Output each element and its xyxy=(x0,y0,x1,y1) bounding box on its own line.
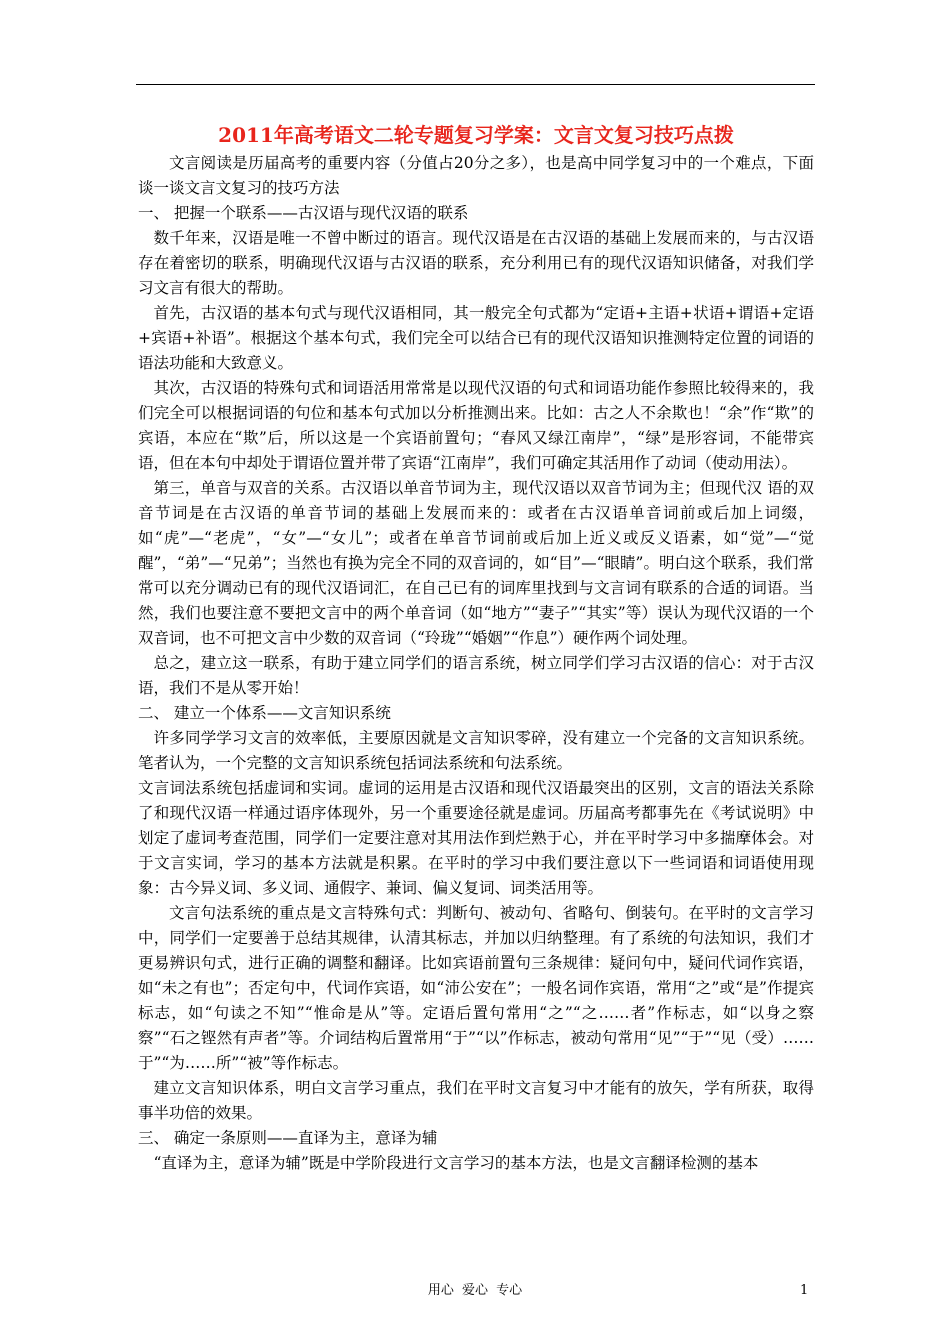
section-1-paragraph-2: 首先，古汉语的基本句式与现代汉语相同，其一般完全句式都为“定语+主语+状语+谓语+定语+宾语+补语”。根据这个基本句式，我们完全可以结合已有的现代汉语知识推测特定位置的词语的语法功能和大致意义。 xyxy=(138,304,814,372)
intro-paragraph: 文言阅读是历届高考的重要内容（分值占20分之多），也是高中同学复习中的一个难点，下面谈一谈文言文复习的技巧方法 xyxy=(138,154,814,197)
section-2-paragraph-2: 文言词法系统包括虚词和实词。虚词的运用是古汉语和现代汉语最突出的区别，文言的语法关系除了和现代汉语一样通过语序体现外，另一个重要途径就是虚词。历届高考都事先在《考试说明》中划定了虚词考查范围，同学们一定要注意对其用法作到烂熟于心，并在平时学习中多揣摩体会。对于文言实词，学习的基本方法就是积累。在平时的学习中我们要注意以下一些词语和词语使用现象：古今异义词、多义词、通假字、兼词、偏义复词、词类活用等。 xyxy=(138,779,814,897)
section-2-heading: 二、 建立一个体系——文言知识系统 xyxy=(138,704,391,722)
header-rule xyxy=(136,84,815,85)
section-2-paragraph-4: 建立文言知识体系，明白文言学习重点，我们在平时文言复习中才能有的放矢，学有所获，取得事半功倍的效果。 xyxy=(138,1079,814,1122)
document-title: 2011年高考语文二轮专题复习学案：文言文复习技巧点拨 xyxy=(218,123,734,147)
section-2-paragraph-3: 文言句法系统的重点是文言特殊句式：判断句、被动句、省略句、倒装句。在平时的文言学习中，同学们一定要善于总结其规律，认清其标志，并加以归纳整理。有了系统的句法知识，我们才更易辨识句式，进行正确的调整和翻译。比如宾语前置句三条规律：疑问句中，疑问代词作宾语，如“未之有也”；否定句中，代词作宾语，如“沛公安在”；一般名词作宾语，常用“之”或“是”作提宾标志，如“句读之不知”“惟命是从”等。定语后置句常用“之”“之……者”作标志，如“以身之察察”“石之铿然有声者”等。介词结构后置常用“于”“以”作标志，被动句常用“见”“于”“见（受）……于”“为……所”“被”等作标志。 xyxy=(138,904,814,1072)
section-1-paragraph-1: 数千年来，汉语是唯一不曾中断过的语言。现代汉语是在古汉语的基础上发展而来的，与古汉语存在着密切的联系，明确现代汉语与古汉语的联系，充分利用已有的现代汉语知识储备，对我们学习文言有很大的帮助。 xyxy=(138,229,814,297)
section-2-paragraph-1: 许多同学学习文言的效率低，主要原因就是文言知识零碎，没有建立一个完备的文言知识系统。笔者认为，一个完整的文言知识系统包括词法系统和句法系统。 xyxy=(138,729,814,772)
section-1-heading: 一、 把握一个联系——古汉语与现代汉语的联系 xyxy=(138,204,469,222)
footer-motto: 用心 爱心 专心 xyxy=(427,1283,523,1298)
section-1-paragraph-4: 第三，单音与双音的关系。古汉语以单音节词为主，现代汉语以双音节词为主；但现代汉 语的双音节词是在古汉语的单音节词的基础上发展而来的：或者在古汉语单音词前或后加上词缀，如“虎”—“老虎”，“女”—“女儿”；或者在单音节词前或后加上近义或反义语素，如“觉”—“觉醒”，“弟”—“兄弟”；当然也有换为完全不同的双音词的，如“目”—“眼睛”。明白这个联系，我们常常可以充分调动已有的现代汉语词汇，在自己已有的词库里找到与文言词有联系的合适的词语。当然，我们也要注意不要把文言中的两个单音词（如“地方”“妻子”“其实”等）误认为现代汉语的一个双音词，也不可把文言中少数的双音词（“玲珑”“婚姻”“作息”）硬作两个词处理。 xyxy=(138,479,814,647)
document-body xyxy=(138,120,814,1176)
page-number: 1 xyxy=(800,1283,809,1298)
section-3-paragraph-1: “直译为主，意译为辅”既是中学阶段进行文言学习的基本方法，也是文言翻译检测的基本 xyxy=(153,1154,759,1172)
section-3-heading: 三、 确定一条原则——直译为主，意译为辅 xyxy=(138,1129,438,1147)
section-1-paragraph-3: 其次，古汉语的特殊句式和词语活用常常是以现代汉语的句式和词语功能作参照比较得来的，我们完全可以根据词语的句位和基本句式加以分析推测出来。比如：古之人不余欺也！“余”作“欺”的宾语，本应在“欺”后，所以这是一个宾语前置句；“春风又绿江南岸”，“绿”是形容词，不能带宾语，但在本句中却处于谓语位置并带了宾语“江南岸”，我们可确定其活用作了动词（使动用法）。 xyxy=(138,379,814,472)
section-1-paragraph-5: 总之，建立这一联系，有助于建立同学们的语言系统，树立同学们学习古汉语的信心：对于古汉语，我们不是从零开始！ xyxy=(138,654,814,697)
